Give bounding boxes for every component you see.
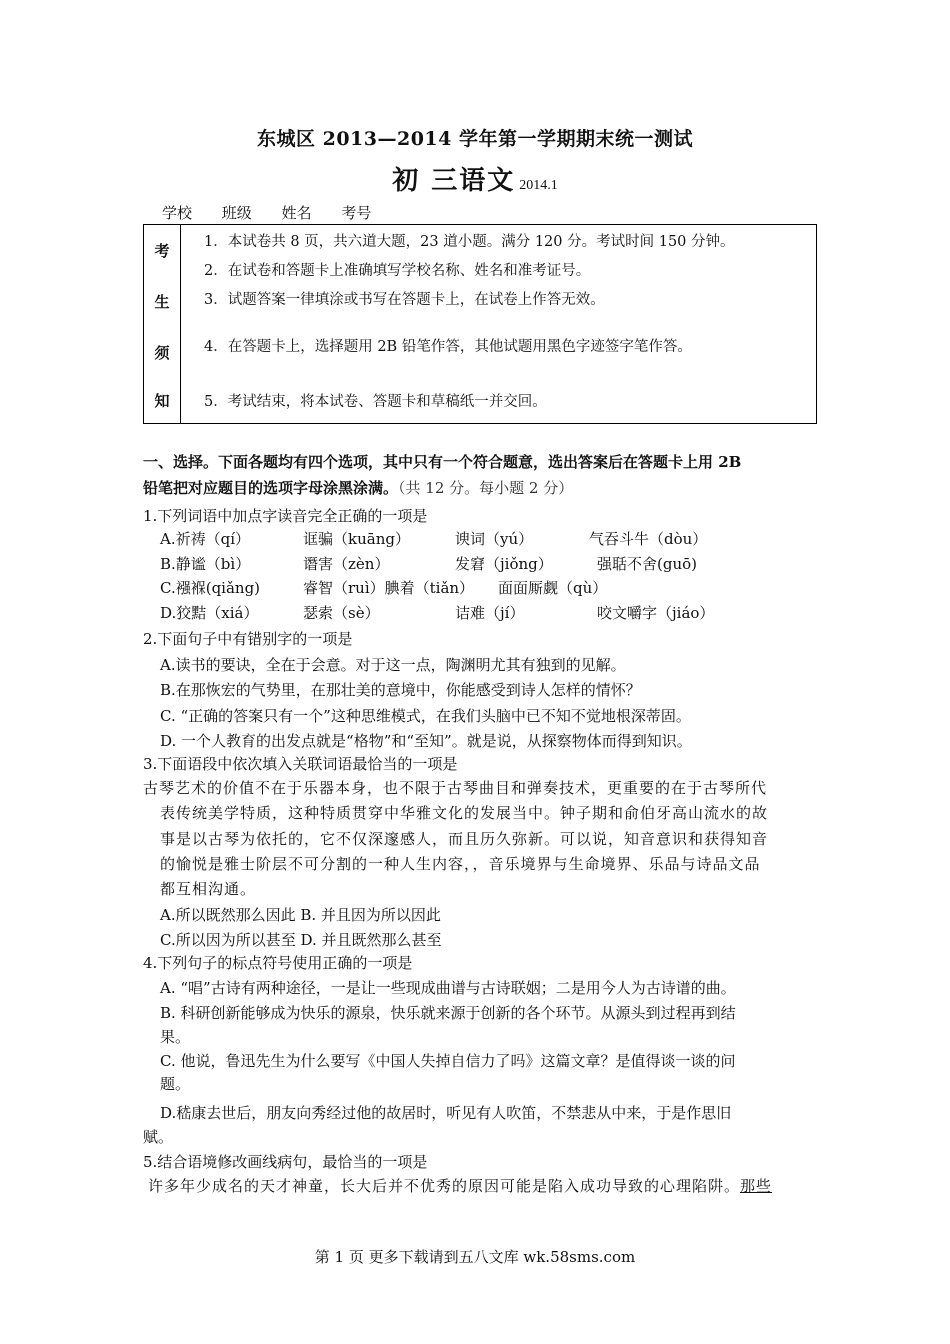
q1-stem: 1.下列词语中加点字读音完全正确的一项是 — [143, 507, 428, 525]
q3-passage-line: 的愉悦是雅士阶层不可分割的一种人生内容，，音乐境界与生命境界、乐品与诗品文品 — [160, 855, 761, 873]
q1-option-c: 睿智（ruì）腆着（tiǎn） — [303, 579, 475, 597]
section1-heading-line2: 铅笔把对应题目的选项字母涂黑涂满。 — [143, 479, 399, 497]
section1-heading: 一、选择。下面各题均有四个选项，其中只有一个符合题意，选出答案后在答题卡上用 2B — [143, 453, 742, 471]
notice-side-label — [144, 225, 181, 423]
q1-option-b: 强聒不舍(guō) — [597, 555, 697, 573]
q1-option-d: D.狡黠（xiá） — [160, 604, 259, 622]
side-char: 知 — [154, 392, 170, 410]
notice-item: 3．试题答案一律填涂或书写在答题卡上，在试卷上作答无效。 — [204, 292, 605, 308]
q3-options-cd: C.所以因为所以甚至 D. 并且既然那么甚至 — [160, 931, 442, 949]
q2-stem: 2.下面句子中有错别字的一项是 — [143, 630, 353, 648]
q4-option-b: B. 科研创新能够成为快乐的源泉，快乐就来源于创新的各个环节。从源头到过程再到结 — [160, 1004, 736, 1022]
q3-passage-line: 古琴艺术的价值不在于乐器本身，也不限于古琴曲目和弹奏技术，更重要的在于古琴所代 — [143, 779, 768, 797]
q1-option-d: 诘难（jí） — [455, 604, 525, 622]
q4-option-a: A. “唱”古诗有两种途径，一是让一些现成曲谱与古诗联姻；二是用今人为古诗谱的曲。 — [160, 979, 736, 997]
q3-stem: 3.下面语段中依次填入关联词语最恰当的一项是 — [143, 755, 458, 773]
exam-title: 东城区 2013—2014 学年第一学期期末统一测试 — [257, 128, 693, 150]
q1-option-b: 发窘（jiǒng） — [455, 555, 553, 573]
notice-item: 1．本试卷共 8 页，共六道大题，23 道小题。满分 120 分。考试时间 150 分钟。 — [204, 234, 735, 250]
exam-date: 2014.1 — [519, 178, 558, 193]
side-char: 须 — [154, 344, 170, 362]
q5-underlined-text: 那些 — [740, 1177, 773, 1195]
q5-passage — [148, 1175, 772, 1196]
q3-passage-line: 都互相沟通。 — [160, 880, 257, 898]
q4-option-d: D.嵇康去世后，朋友向秀经过他的故居时，听见有人吹笛，不禁悲从中来，于是作思旧 — [160, 1104, 732, 1122]
subject-name: 初 三语文 — [392, 166, 516, 196]
field-school: 学校 — [162, 204, 193, 222]
page-footer: 第 1 页 更多下载请到五八文库 wk.58sms.com — [314, 1248, 636, 1266]
q1-option-a: 气吞斗牛（dòu） — [589, 530, 708, 548]
q2-option-d: D. 一个人教育的出发点就是“格物”和“至知”。就是说，从探察物体而得到知识。 — [160, 732, 692, 750]
q5-stem: 5.结合语境修改画线病句，最恰当的一项是 — [143, 1153, 428, 1171]
q1-option-b: 谮害（zèn） — [303, 555, 390, 573]
q1-option-b: B.静谧（bì） — [160, 555, 251, 573]
q1-option-a: 诓骗（kuāng） — [303, 530, 410, 548]
q4-option-d-cont: 赋。 — [143, 1128, 174, 1146]
side-char: 生 — [154, 293, 170, 311]
section1-heading-cont — [143, 477, 573, 498]
field-name: 姓名 — [281, 204, 312, 222]
q1-option-d: 咬文嚼字（jiáo） — [597, 604, 715, 622]
q5-passage-text: 许多年少成名的天才神童，长大后并不优秀的原因可能是陷入成功导致的心理陷阱。 — [148, 1177, 741, 1195]
q3-passage-line: 事是以古琴为依托的，它不仅深邃感人，而且历久弥新。可以说，知音意识和获得知音 — [160, 830, 769, 848]
notice-item: 5．考试结束，将本试卷、答题卡和草稿纸一并交回。 — [204, 394, 547, 410]
q1-option-a: 谀词（yú） — [455, 530, 534, 548]
q1-option-c: 面面厮觑（qù） — [498, 579, 608, 597]
q1-option-c: C.襁褓(qiǎng) — [160, 579, 261, 597]
q2-option-a: A.读书的要诀，全在于会意。对于这一点，陶渊明尤其有独到的见解。 — [160, 656, 626, 674]
field-class: 班级 — [221, 204, 252, 222]
q1-option-d: 瑟索（sè） — [303, 604, 380, 622]
q1-option-a: A.祈祷（qí） — [160, 530, 251, 548]
q2-option-b: B.在那恢宏的气势里，在那壮美的意境中，你能感受到诗人怎样的情怀？ — [160, 681, 641, 699]
notice-item: 4．在答题卡上，选择题用 2B 铅笔作答，其他试题用黑色字迹签字笔作答。 — [204, 339, 692, 355]
q3-passage-line: 表传统美学特质，这种特质贯穿中华雅文化的发展当中。钟子期和俞伯牙高山流水的故 — [160, 804, 769, 822]
q4-option-c-cont: 题。 — [160, 1075, 191, 1093]
q2-option-c: C. “正确的答案只有一个”这种思维模式，在我们头脑中已不知不觉地根深蒂固。 — [160, 707, 691, 725]
notice-item: 2．在试卷和答题卡上准确填写学校名称、姓名和准考证号。 — [204, 263, 591, 279]
subject-title — [0, 160, 950, 197]
q3-options-ab: A.所以既然那么因此 B. 并且因为所以因此 — [160, 906, 441, 924]
exam-notice-box — [143, 224, 817, 424]
side-char: 考 — [154, 242, 170, 260]
q4-stem: 4.下列句子的标点符号使用正确的一项是 — [143, 954, 413, 972]
q4-option-b-cont: 果。 — [160, 1028, 191, 1046]
student-info-fields — [162, 202, 396, 223]
field-id: 考号 — [341, 204, 372, 222]
section1-score-note: （共 12 分。每小题 2 分） — [398, 479, 574, 497]
q4-option-c: C. 他说，鲁迅先生为什么要写《中国人失掉自信力了吗》这篇文章？是值得谈一谈的问 — [160, 1052, 736, 1070]
